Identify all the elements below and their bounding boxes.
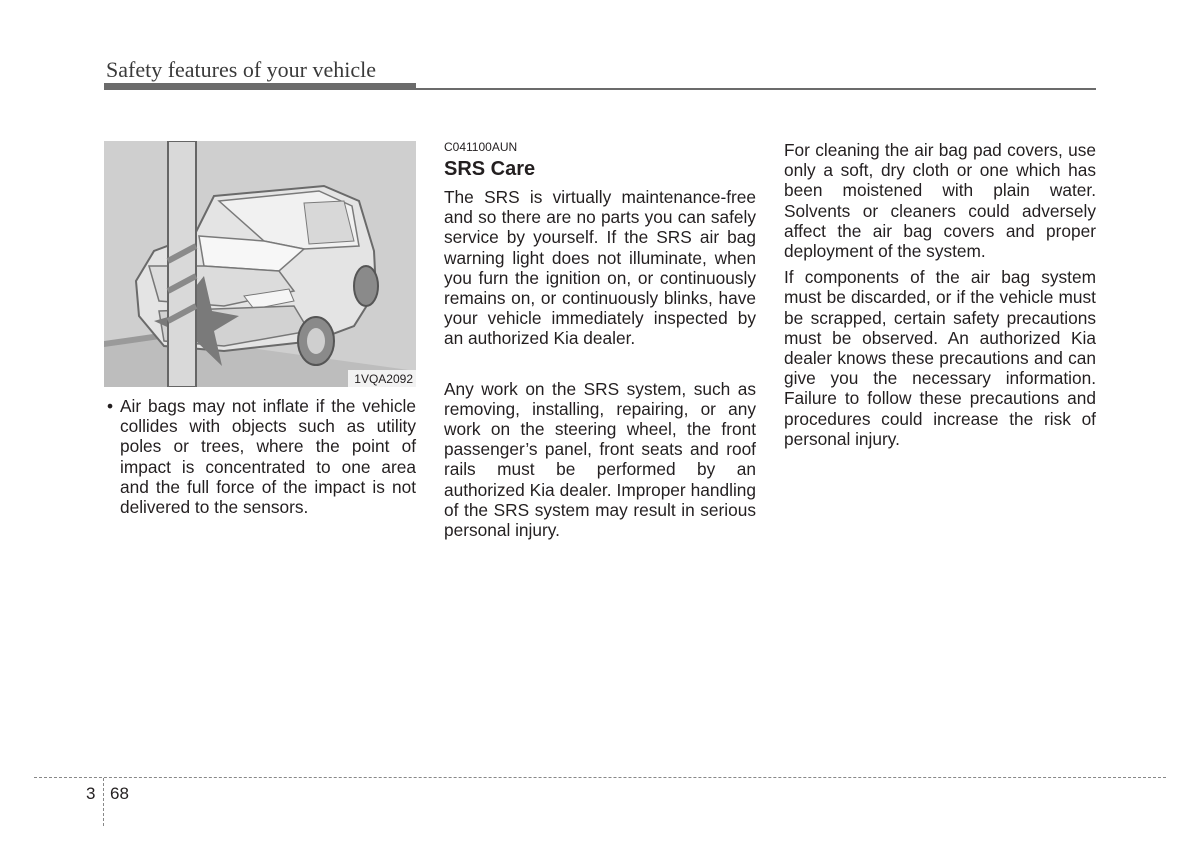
- figure-code: 1VQA2092: [348, 370, 416, 387]
- header-rule-thin: [416, 88, 1096, 90]
- middle-column: [444, 140, 756, 540]
- paragraph: If components of the air bag system must be discarded, or if the vehicle must be scrapped, certain safety precautions must be observed. An authorized Kia dealer knows these precautions and can give you the necessary information. Failure to follow these precautions and procedures could increase the risk of personal injury.: [784, 267, 1096, 449]
- header-rule-thick: [104, 83, 416, 90]
- left-column: [104, 396, 416, 517]
- page-number: 68: [110, 784, 129, 803]
- section-code: C041100AUN: [444, 140, 518, 154]
- paragraph: The SRS is virtually maintenance-free and so there are no parts you can safely service by yourself. If the SRS air bag warning light does not illuminate, when you furn the ignition on, or continuously remains on, or continuously blinks, have your vehicle immediately inspected by an authorized Kia dealer.: [444, 187, 756, 349]
- section-title: SRS Care: [444, 158, 536, 180]
- list-item: [104, 396, 416, 517]
- bullet-text: Air bags may not inflate if the vehicle collides with objects such as utility poles or trees, where the point of impact is concentrated to one area and the full force of the impact is not delivered to the sensors.: [120, 396, 416, 518]
- footer-vertical-divider: [103, 778, 104, 826]
- car-pole-collision-illustration: [104, 141, 416, 387]
- paragraph: Any work on the SRS system, such as removing, installing, repairing, or any work on the steering wheel, the front passenger’s panel, front seats and roof rails must be performed by an authorized Kia dealer. Improper handling of the SRS system may result in serious personal injury.: [444, 378, 756, 541]
- bullet-marker: •: [107, 396, 114, 416]
- footer-divider: [34, 777, 1166, 778]
- right-column: [784, 140, 1096, 449]
- paragraph: For cleaning the air bag pad covers, use only a soft, dry cloth or one which has been moistened with plain water. Solvents or cleaners could adversely affect the air bag covers and proper deployment of the system.: [784, 140, 1096, 262]
- page-header-title: Safety features of your vehicle: [106, 57, 376, 82]
- chapter-number: 3: [86, 784, 96, 803]
- collision-figure-svg: [104, 141, 416, 387]
